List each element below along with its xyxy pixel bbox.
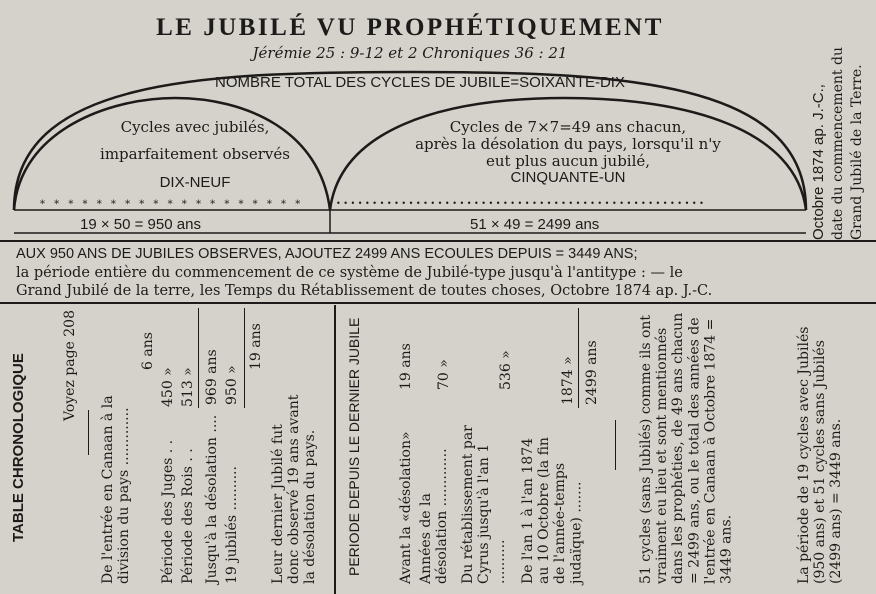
period-title: PERIODE DEPUIS LE DERNIER JUBILE [346, 317, 362, 577]
jubiles-text: 19 jubilés .......... [224, 466, 240, 584]
page-title: LE JUBILÉ VU PROPHÉTIQUEMENT [156, 14, 664, 41]
table-title: TABLE CHRONOLOGIQUE [10, 353, 27, 542]
jubiles-rule [244, 308, 245, 408]
summary-line2: la période entière du commencement de ce système de Jubilé-type jusqu'à l'antitype : — le [16, 265, 683, 281]
jubilee-stars: * * * * * * * * * * * * * * * * * * * [40, 199, 304, 210]
total-cycles-label: NOMBRE TOTAL DES CYCLES DE JUBILE=SOIXANTE-DIX [215, 74, 625, 91]
jubiles-value: 950 » [224, 365, 240, 405]
summary-line1: AUX 950 ANS DE JUBILES OBSERVES, AJOUTEZ 2499 ANS ECOULES DEPUIS = 3449 ANS; [16, 246, 638, 262]
table-mid-rule [334, 305, 336, 594]
period-avant-value: 19 ans [398, 343, 414, 390]
cycle-dots: • • • • • • • • • • • • • • • • • • • • • • • • • • • • • • • • • • • • • • • • • • • • • • • • • • • [336, 199, 704, 208]
period-de-text: De l'an 1 à l'an 1874 au 10 Octobre (la fin de l'année-temps judaïque) ....... [520, 437, 585, 584]
period-du-value: 536 » [498, 350, 514, 390]
right-arch-line3: eut plus aucun jubilé, [485, 152, 651, 170]
period-divider [615, 420, 616, 470]
entry-text: De l'entrée en Canaan à la division du pays ............. [100, 395, 133, 584]
left-arch-line2: imparfaitement observés [100, 145, 290, 163]
desolation-value: 969 ans [204, 349, 220, 405]
table-ref: Voyez page 208 [62, 310, 78, 422]
period-de-value: 1874 » [560, 356, 576, 405]
difference-value: 19 ans [248, 323, 264, 370]
last-jubilee-note: Leur dernier Jubilé fut donc observé 19 ans avant la désolation du pays. [270, 394, 319, 584]
right-calc: 51 × 49 = 2499 ans [470, 216, 600, 233]
desolation-text: Jusqu'à la désolation .... [204, 414, 220, 584]
period-du-text: Du rétablissement par Cyrus jusqu'à l'an 1 .......... [460, 425, 509, 584]
summary-line3: Grand Jubilé de la terre, les Temps du Rétablissement de toutes choses, Octobre 1874 ap. J.-C. [16, 283, 713, 299]
juges-text: Période des Juges . . [160, 439, 176, 584]
left-arch-line1: Cycles avec jubilés, [120, 118, 270, 136]
side-note-line1: Octobre 1874 ap. J.-C., [810, 84, 827, 240]
left-arch-count: DIX-NEUF [159, 174, 231, 191]
entry-value: 6 ans [140, 332, 156, 370]
table-ref-rule [88, 410, 89, 455]
juges-value: 450 » [160, 367, 176, 407]
right-arch-count: CINQUANTE-UN [510, 169, 626, 186]
page-subtitle: Jérémie 25 : 9-12 et 2 Chroniques 36 : 21 [252, 44, 568, 62]
entry-group-rule [198, 308, 199, 408]
left-calc: 19 × 50 = 950 ans [80, 216, 201, 233]
rois-value: 513 » [180, 367, 196, 407]
side-note-line3: Grand Jubilé de la Terre. [849, 64, 865, 240]
period-total: 2499 ans [584, 340, 600, 405]
period-sum-rule [578, 308, 579, 408]
period-annees-text: Années de la désolation ............. [418, 448, 451, 584]
right-arch-line1: Cycles de 7×7=49 ans chacun, [449, 118, 687, 136]
period-avant-text: Avant la «désolation» [398, 431, 414, 584]
table-top-rule [0, 302, 876, 304]
right-arch-line2: après la désolation du pays, lorsqu'il n'y [415, 135, 721, 153]
period-annees-value: 70 » [436, 359, 452, 390]
rois-text: Période des Rois . . [180, 448, 196, 584]
side-note-line2: date du commencement du [830, 47, 846, 240]
cycles-note: 51 cycles (sans Jubilés) comme ils ont vraiment eu lieu et sont mentionnés dans les prophéties, de 49 ans chacun = 2499 ans, ou le total des années de l'entrée en Canaan à Octobre 1874 = 3449 ans. [638, 312, 735, 584]
final-note: La période de 19 cycles avec Jubilés (950 ans) et 51 cycles sans Jubilés (2499 ans) = 3449 ans. [796, 326, 845, 584]
summary-top-rule [0, 240, 876, 242]
